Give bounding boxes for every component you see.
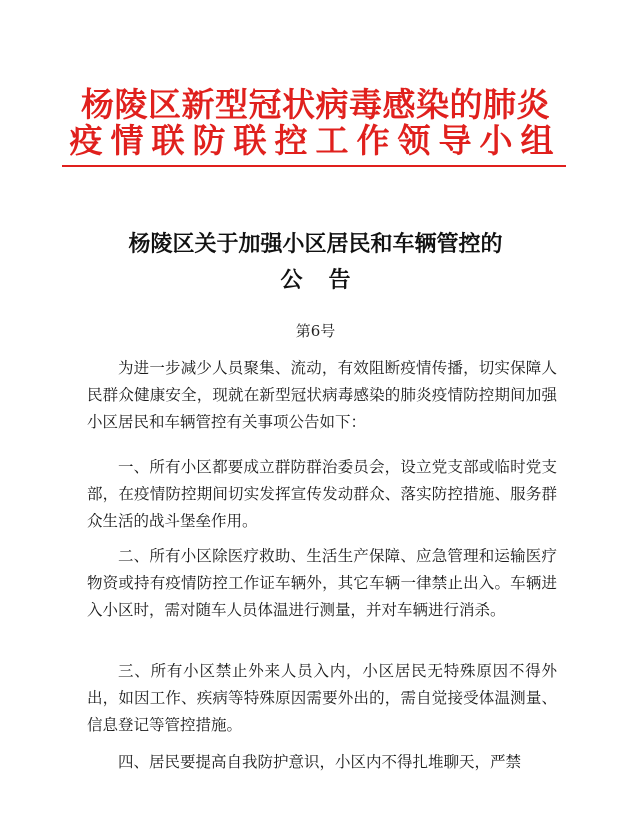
issuing-org-line-2: 疫情联防联控工作领导小组	[69, 121, 562, 160]
body-paragraph-3	[87, 658, 557, 739]
paragraph: 二、所有小区除医疗救助、生活生产保障、应急管理和运输医疗物资或持有疫情防控工作证车辆外，其它车辆一律禁止出入。车辆进入小区时，需对随车人员体温进行测量，并对车辆进行消杀。	[87, 547, 557, 619]
red-divider-line	[62, 165, 566, 167]
body-paragraph-1	[87, 454, 557, 535]
body-paragraph-intro	[87, 355, 557, 436]
notice-subtitle: 公告	[280, 267, 377, 293]
body-paragraph-2	[87, 543, 557, 624]
notice-title: 杨陵区关于加强小区居民和车辆管控的	[128, 231, 503, 257]
paragraph: 为进一步减少人员聚集、流动，有效阻断疫情传播，切实保障人民群众健康安全，现就在新型冠状病毒感染的肺炎疫情防控期间加强小区居民和车辆管控有关事项公告如下：	[87, 359, 557, 431]
body-paragraph-4	[87, 749, 557, 776]
paragraph: 一、所有小区都要成立群防群治委员会，设立党支部或临时党支部，在疫情防控期间切实发挥宣传发动群众、落实防控措施、服务群众生活的战斗堡垒作用。	[87, 458, 557, 530]
issuing-org-line-1: 杨陵区新型冠状病毒感染的肺炎	[81, 85, 550, 124]
paragraph: 四、居民要提高自我防护意识，小区内不得扎堆聊天，严禁	[118, 753, 522, 771]
document-number: 第6号	[295, 322, 336, 340]
paragraph: 三、所有小区禁止外来人员入内，小区居民无特殊原因不得外出，如因工作、疾病等特殊原因需要外出的，需自觉接受体温测量、信息登记等管控措施。	[87, 662, 557, 734]
